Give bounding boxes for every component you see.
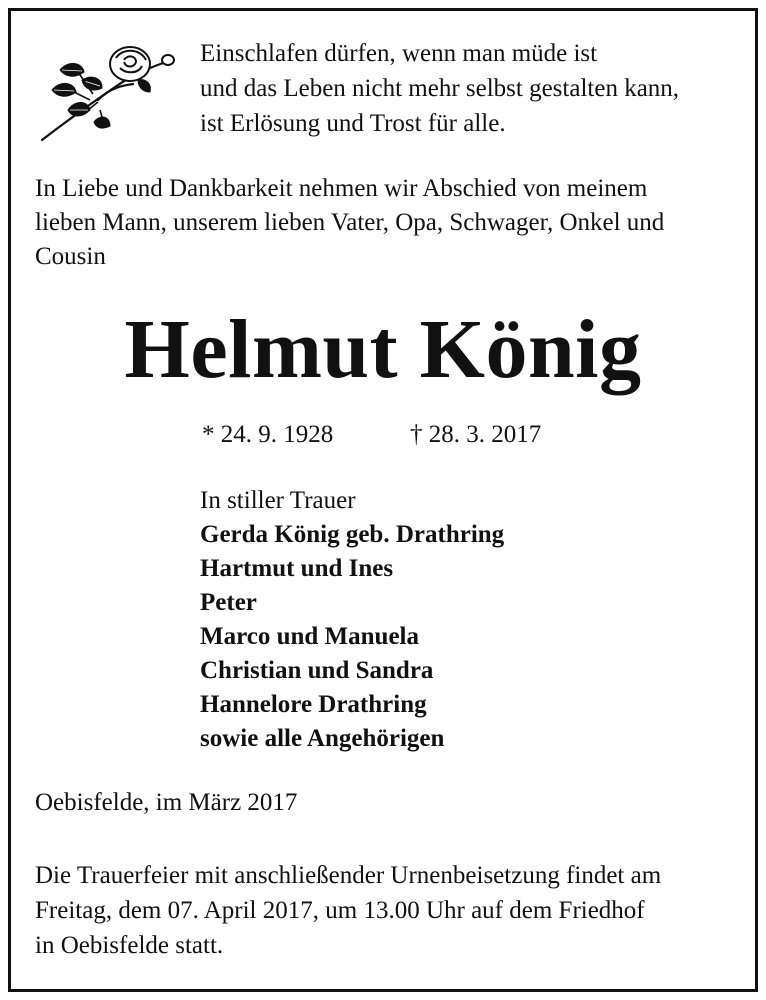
intro-line: Cousin [35, 243, 106, 270]
intro-line: lieben Mann, unserem lieben Vater, Opa, Schwager, Onkel und [35, 209, 665, 236]
mourner-name: Christian und Sandra [200, 657, 434, 684]
deceased-name: Helmut König [124, 303, 642, 396]
birth-date: * 24. 9. 1928 [202, 421, 334, 448]
mourner-name: Gerda König geb. Drathring [200, 521, 505, 548]
mourner-name: Hannelore Drathring [200, 691, 427, 718]
intro-line: In Liebe und Dankbarkeit nehmen wir Abschied von meinem [35, 175, 648, 202]
mourners-list [200, 484, 504, 756]
mourner-name: Hartmut und Ines [200, 555, 394, 582]
poem [200, 36, 679, 141]
place-and-date: Oebisfelde, im März 2017 [35, 789, 298, 816]
poem-line: ist Erlösung und Trost für alle. [200, 110, 506, 137]
mourning-lead: In stiller Trauer [200, 487, 356, 514]
death-date: † 28. 3. 2017 [410, 421, 542, 448]
mourner-name: Peter [200, 589, 257, 616]
service-line: Die Trauerfeier mit anschließender Urnenbeisetzung findet am [35, 862, 662, 889]
service-info [35, 858, 751, 963]
service-line: in Oebisfelde statt. [35, 932, 224, 959]
mourner-name: Marco und Manuela [200, 623, 419, 650]
mourner-name: sowie alle Angehörigen [200, 725, 445, 752]
poem-line: Einschlafen dürfen, wenn man müde ist [200, 40, 598, 67]
poem-line: und das Leben nicht mehr selbst gestalten kann, [200, 75, 680, 102]
service-line: Freitag, dem 07. April 2017, um 13.00 Uhr auf dem Friedhof [35, 897, 645, 924]
intro-text [35, 172, 735, 274]
rose-icon [38, 40, 188, 145]
